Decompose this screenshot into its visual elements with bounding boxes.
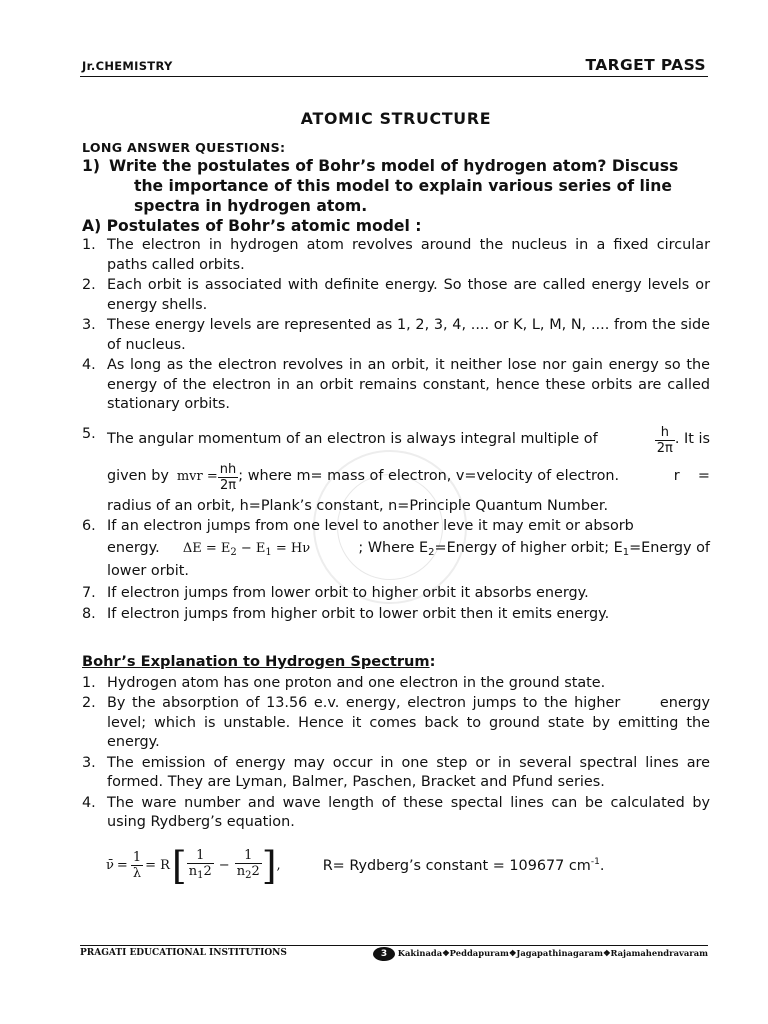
explanation-heading: Bohr’s Explanation to Hydrogen Spectrum: [82, 652, 436, 670]
item-text: Each orbit is associated with definite energy. So those are called energy levels or energy shells. [107, 277, 710, 313]
energy-formula: $\Delta E = E_2 - E_1 = H\nu$ [182, 540, 311, 558]
nh-over-2pi-fraction [218, 462, 238, 493]
item-text: If electron jumps from higher orbit to lower orbit then it emits energy. [107, 606, 610, 622]
footer-rule [80, 945, 708, 946]
item-text: The emission of energy may occur in one step or in several spectral lines are formed. They are Lyman, Balmer, Paschen, Bracket and Pfund series. [107, 754, 710, 790]
list-item-6 [82, 517, 710, 582]
list-item [82, 794, 710, 833]
page-title: ATOMIC STRUCTURE [300, 109, 492, 128]
wave-number-symbol: ν̄ [106, 858, 114, 873]
p5-line3: radius of an orbit, h=Plank’s constant, n=Principle Quantum Number. [107, 497, 609, 514]
list-item [82, 356, 710, 415]
p5-text-end: . It is [674, 431, 710, 448]
item-number: 4. [82, 357, 96, 373]
h-over-2pi-fraction [655, 425, 675, 456]
item-number: 8. [82, 606, 96, 622]
item-number: 7. [82, 584, 96, 601]
header-series: TARGET PASS [585, 56, 706, 74]
p6-energy-label: energy. [107, 539, 160, 556]
p5-text: The angular momentum of an electron is always integral multiple of [107, 431, 598, 448]
list-item [82, 276, 710, 315]
list-item [82, 694, 715, 753]
list-item [82, 605, 710, 625]
item-text: The ware number and wave length of these spectal lines can be calculated by using Rydberg’s equation. [107, 794, 710, 830]
section-label: LONG ANSWER QUESTIONS: [82, 140, 286, 155]
list-item [82, 316, 710, 355]
p6-where: ; Where E [358, 539, 429, 556]
p5-r-equals: r = [673, 468, 710, 485]
rydberg-equation: ν̄ = $\frac{1}{\lambda}$ = R [ $\frac{1}{n_12}$ − $\frac{1}{n_22}$ ] , R= Rydberg’s constant = 109677 $cm^{-1}$. [106, 843, 605, 888]
page-content [82, 105, 715, 888]
fraction-denominator: 2π [656, 440, 673, 456]
right-bracket: ] [261, 843, 277, 888]
p5-line2 [107, 462, 710, 493]
question [82, 156, 710, 216]
item-text: As long as the electron revolves in an orbit, it neither lose nor gain energy so the energy of the electron in an orbit remains constant, hence these orbits are called stationary orbits. [107, 357, 710, 412]
list-item [82, 754, 710, 793]
p6-where: =Energy of [629, 539, 710, 556]
explanation-list [82, 674, 715, 833]
section-heading-a: A) Postulates of Bohr’s atomic model : [82, 217, 422, 235]
item-number: 3. [82, 317, 96, 333]
left-bracket: [ [171, 843, 187, 888]
question-text: Write the postulates of Bohr’s model of hydrogen atom? Discuss the importance of this model to explain various series of line spectra in hydrogen atom. [109, 157, 679, 215]
footer-locations: Kakinada❖Peddapuram❖Jagapathinagaram❖Rajamahendravaram [397, 948, 708, 958]
item-text: These energy levels are represented as 1, 2, 3, 4, .... or K, L, M, N, .... from the side of nucleus. [107, 317, 710, 353]
item-text: By the absorption of 13.56 e.v. energy, electron jumps to the higher energy level; which is unstable. Hence it comes back to ground state by emitting the energy. [107, 695, 715, 750]
p6-line1: If an electron jumps from one level to another leve it may emit or absorb [107, 518, 634, 534]
item-number: 2. [82, 695, 96, 711]
item-number: 6. [82, 518, 96, 534]
list-item [82, 584, 710, 604]
list-item [82, 236, 710, 275]
footer-institution: PRAGATI EDUCATIONAL INSTITUTIONS [80, 948, 287, 958]
item-text: If electron jumps from lower orbit to higher orbit it absorbs energy. [107, 584, 589, 601]
header-rule [80, 76, 708, 77]
item-text: Hydrogen atom has one proton and one electron in the ground state. [107, 674, 606, 691]
p5-line1 [107, 425, 710, 456]
item-number: 2. [82, 277, 96, 293]
postulates-list [82, 236, 710, 625]
fraction-denominator: 2π [219, 477, 237, 493]
item-number: 1. [82, 237, 96, 253]
rydberg-constant: R= Rydberg’s constant = 109677 $cm^{-1}$. [322, 857, 605, 874]
p6-line3: lower orbit. [107, 563, 189, 579]
one-over-lambda: $\frac{1}{\lambda}$ [132, 850, 142, 881]
list-item [82, 674, 710, 694]
list-item-5 [82, 425, 710, 517]
header-subject: Jr.CHEMISTRY [82, 59, 173, 73]
fraction-numerator: h [655, 425, 675, 441]
item-text: The electron in hydrogen atom revolves around the nucleus in a fixed circular paths called orbits. [107, 237, 710, 273]
item-number: 1. [82, 674, 96, 691]
p6-where: =Energy of higher orbit; E [434, 539, 623, 556]
item-number: 3. [82, 754, 96, 771]
one-over-n2-squared: $\frac{1}{n_22}$ [236, 848, 260, 881]
mvr-label: mvr = [176, 469, 218, 485]
one-over-n1-squared: $\frac{1}{n_12}$ [188, 848, 212, 881]
question-number: 1) [82, 157, 100, 175]
page-number: 3 [373, 947, 395, 961]
fraction-numerator: nh [219, 461, 237, 477]
p5-where-text: ; where m= mass of electron, v=velocity of electron. [238, 468, 620, 485]
item-number: 5. [82, 425, 96, 442]
p6-line2: energy. $\Delta E = E_2 - E_1 = H\nu$ ; Where $E_2=Energy$ of higher orbit; $E_1=Energy$ of [107, 539, 710, 558]
item-number: 4. [82, 794, 96, 811]
p5-given-by: given by [107, 468, 169, 485]
